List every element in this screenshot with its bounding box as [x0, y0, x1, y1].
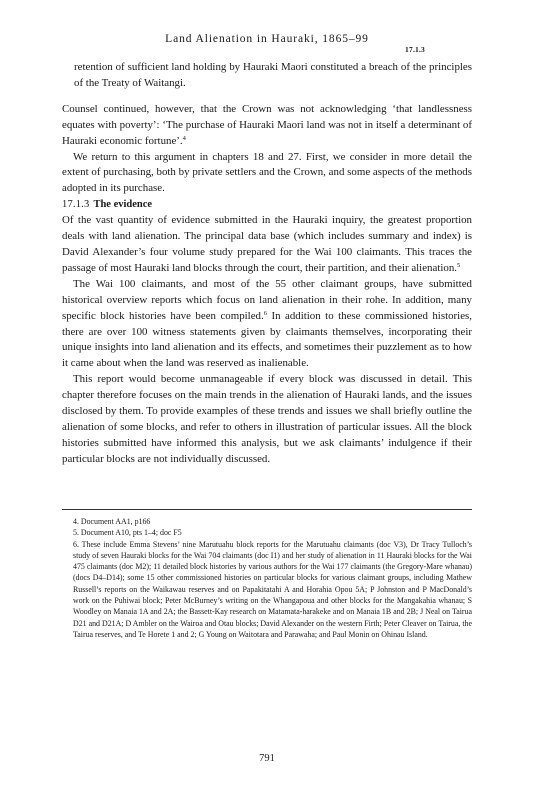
paragraph [62, 213, 472, 277]
page-number: 791 [259, 753, 275, 764]
footnote: 6. These include Emma Stevens’ nine Marutuahu block reports for the Marutuahu claimants (doc V3), Dr Tracy Tulloch’s study of seven Hauraki blocks for the Wai 704 claimants (doc I1) and her study of alienation in 11 Hauraki blocks for the Wai 475 claimants (doc M2); 11 detailed block histories by various authors for the Wai 177 claimants (the Gregory-Mare whanau) (docs D4–D14); some 15 other commissioned histories on particular blocks for various claimant groups, including Mathew Russell’s reports on the Waikawau reserves and on Papakitatahi A and Horahia Opou 5A; P Johnston and P MacDonald’s work on the Puhiwai block; Peter McBurney’s writing on the Whangapoua and other blocks for the Mangakahia whanau; S Woodley on Manaia 1A and 2A; the Bassett-Kay research on Matamata-harakeke and on Manaia 1B and 2B; J Neal on Tairua D21 and D21A; D Ambler on the Wairoa and Otau blocks; David Alexander on the western Firth; Peter Cleaver on Tairua, the Tairua reserves, and Te Horete 1 and 2; G Young on Waitotara and Parawaha; and Paul Monin on Ohinau Island. [73, 539, 472, 639]
paragraph-text: In addition to these commissioned histories, there are over 100 witness statements given by claimants themselves, incorporating their unique insights into land alienation and its effects, and sometimes their puzzlement as to how it came about when the land was reserved as inalienable. [62, 309, 472, 370]
quote-continuation: retention of sufficient land holding by Hauraki Maori constituted a breach of the principles of the Treaty of Waitangi. [74, 61, 472, 89]
paragraph-text: The Wai 100 claimants, and most of the 55 other claimant groups, have submitted historical overview reports which focus on land alienation in their rohe. In addition, many specific block histories have been compiled. [62, 277, 472, 322]
footnotes [62, 516, 472, 640]
paragraph-text: Of the vast quantity of evidence submitted in the Hauraki inquiry, the greatest proportion deals with land alienation. The principal data base (which includes summary and index) is David Alexander’s four volume study prepared for the Wai 100 claimants. This traces the passage of most Hauraki land blocks through the court, their partition, and their alienation. [62, 214, 472, 274]
paragraph [62, 277, 472, 372]
footnote: 4. Document AA1, p166 [73, 517, 151, 526]
heading-number: 17.1.3 [62, 199, 90, 211]
paragraph: We return to this argument in chapters 18 and 27. First, we consider in more detail the extent of purchasing, both by private settlers and the Crown, and some aspects of the methods adopted in its purchase. [62, 150, 472, 195]
footnote: 5. Document A10, pts 1–4; doc F5 [73, 528, 182, 538]
paragraph-text: Counsel continued, however, that the Crown was not acknowledging ‘that landlessness equates with poverty’: ‘The purchase of Hauraki Maori land was not in itself a determinant of Hauraki economic fortune’. [62, 102, 472, 147]
footnote-rule [62, 509, 472, 510]
section-number: 17.1.3 [405, 45, 425, 54]
heading-title: The evidence [93, 199, 153, 211]
section-heading [62, 197, 472, 213]
paragraph [62, 102, 472, 150]
footnote-ref: 5 [456, 261, 461, 269]
footnote-ref: 6 [263, 309, 267, 317]
main-text [62, 60, 472, 468]
paragraph: This report would become unmanageable if every block was discussed in detail. This chapter therefore focuses on the main trends in the alienation of Hauraki lands, and the issues disclosed by them. To provide examples of these trends and issues we shall briefly outline the alienation of some blocks, and refer to others in illustration of particular issues. All the block histories submitted have informed this analysis, but we ask claimants’ indulgence if their particular blocks are not individually discussed. [62, 373, 472, 465]
running-head: Land Alienation in Hauraki, 1865–99 [165, 33, 369, 45]
footnote-ref: 4 [182, 134, 186, 142]
